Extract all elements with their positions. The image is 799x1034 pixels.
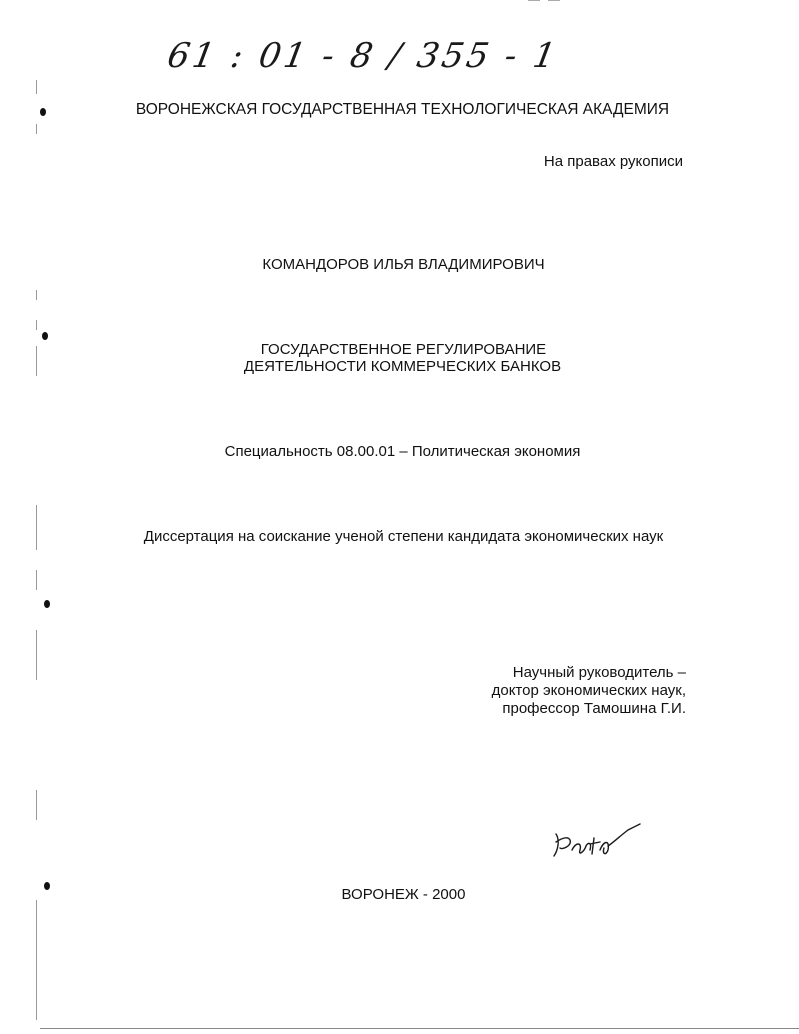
scan-speck [528,0,540,1]
supervisor-line-3: профессор Тамошина Г.И. [502,700,686,717]
supervisor-line-2: доктор экономических наук, [491,682,686,699]
margin-tick [36,80,37,94]
institution-name: ВОРОНЕЖСКАЯ ГОСУДАРСТВЕННАЯ ТЕХНОЛОГИЧЕСКАЯ АКАДЕМИЯ [135,101,670,118]
archive-code: 61 : 01 - 8 / 355 - 1 [164,36,562,76]
author-name: КОМАНДОРОВ ИЛЬЯ ВЛАДИМИРОВИЧ [262,256,545,273]
specialty: Специальность 08.00.01 – Политическая экономия [224,443,581,460]
margin-tick [36,320,37,330]
dissertation-note: Диссертация на соискание ученой степени кандидата экономических наук [143,528,664,545]
city-year: ВОРОНЕЖ - 2000 [341,886,466,903]
binding-hole-icon [42,332,48,340]
margin-tick [36,630,37,680]
thesis-title-line-2: ДЕЯТЕЛЬНОСТИ КОММЕРЧЕСКИХ БАНКОВ [243,358,562,375]
margin-tick [36,790,37,820]
margin-tick [36,900,37,1020]
bottom-edge-line [40,1028,799,1029]
manuscript-note: На правах рукописи [543,153,683,170]
handwritten-signature-icon [548,820,648,870]
scan-speck [548,0,560,1]
margin-tick [36,570,37,590]
thesis-title-line-1: ГОСУДАРСТВЕННОЕ РЕГУЛИРОВАНИЕ [260,341,547,358]
supervisor-line-1: Научный руководитель – [512,664,686,681]
margin-tick [36,290,37,300]
margin-tick [36,124,37,134]
binding-hole-icon [44,600,50,608]
